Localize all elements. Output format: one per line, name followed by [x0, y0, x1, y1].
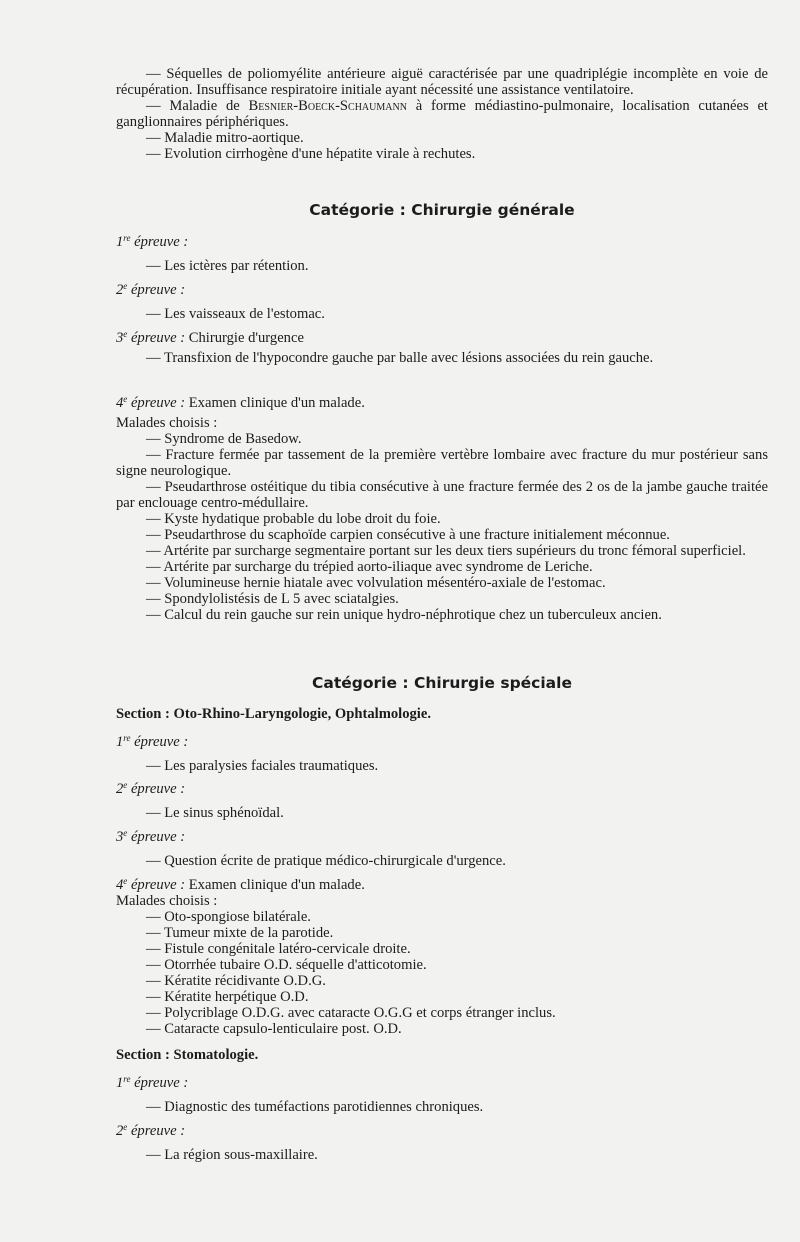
cg-epreuve-3: [116, 330, 768, 366]
orl-malade-item: — Polycriblage O.D.G. avec cataracte O.G.G et corps étranger inclus.: [146, 1005, 556, 1021]
orl-epreuve-4: [116, 877, 768, 1037]
besnier-prefix: — Maladie de: [146, 98, 249, 114]
orl-malade-item: — Oto-spongiose bilatérale.: [146, 909, 311, 925]
cg-malade-item: — Spondylolistésis de L 5 avec sciatalgies.: [146, 591, 399, 607]
cg-malade-item: — Pseudarthrose ostéitique du tibia consécutive à une fracture fermée des 2 os de la jambe gauche traitée par enclouage centro-médullaire.: [116, 479, 768, 511]
orl-malade-item: — Cataracte capsulo-lenticulaire post. O.D.: [146, 1021, 402, 1037]
cg-malade-item: — Syndrome de Basedow.: [146, 431, 302, 447]
intro-block: [116, 66, 768, 162]
cg-epreuve-3-label: 3e épreuve : Chirurgie d'urgence: [116, 329, 304, 346]
orl-malade-item: — Otorrhée tubaire O.D. séquelle d'atticotomie.: [146, 957, 427, 973]
cg-epreuve-1: [116, 234, 768, 274]
cg-malade-item: — Artérite par surcharge segmentaire portant sur les deux tiers supérieurs du tronc fémoral superficiel.: [146, 543, 746, 559]
heading-chirurgie-speciale: Catégorie : Chirurgie spéciale: [312, 674, 572, 692]
cg-epreuve-1-text: — Les ictères par rétention.: [146, 258, 309, 274]
intro-item-besnier: [116, 98, 768, 130]
stoma-epreuve-2-label: 2e épreuve :: [116, 1122, 186, 1139]
cg-malade-item: — Calcul du rein gauche sur rein unique hydro-néphrotique chez un tuberculeux ancien.: [146, 607, 662, 623]
intro-item-hepatite: — Evolution cirrhogène d'une hépatite virale à rechutes.: [146, 146, 476, 162]
orl-malades-label: Malades choisis :: [116, 893, 218, 909]
stoma-epreuve-2: [116, 1123, 768, 1163]
cg-malades-label: Malades choisis :: [116, 415, 218, 431]
cg-epreuve-4: [116, 395, 768, 623]
cg-epreuve-1-label: 1re épreuve :: [116, 233, 189, 250]
cg-epreuve-2-label: 2e épreuve :: [116, 281, 186, 298]
orl-epreuve-1: [116, 734, 768, 774]
orl-epreuve-1-text: — Les paralysies faciales traumatiques.: [146, 758, 379, 774]
orl-epreuve-3: [116, 829, 768, 869]
heading-chirurgie-generale: Catégorie : Chirurgie générale: [309, 201, 575, 219]
besnier-name: Besnier-Boeck-Schaumann: [248, 98, 407, 114]
stoma-epreuve-2-text: — La région sous-maxillaire.: [146, 1147, 318, 1163]
cg-epreuve-3-text: — Transfixion de l'hypocondre gauche par balle avec lésions associées du rein gauche.: [146, 350, 654, 366]
intro-item-mitro: — Maladie mitro-aortique.: [146, 130, 304, 146]
stoma-epreuve-1-label: 1re épreuve :: [116, 1074, 189, 1091]
orl-epreuve-2-text: — Le sinus sphénoïdal.: [146, 805, 284, 821]
stoma-epreuve-1-text: — Diagnostic des tuméfactions parotidiennes chroniques.: [146, 1099, 484, 1115]
orl-malade-item: — Kératite herpétique O.D.: [146, 989, 309, 1005]
orl-epreuve-4-label: 4e épreuve : Examen clinique d'un malade.: [116, 876, 365, 893]
orl-malade-item: — Fistule congénitale latéro-cervicale droite.: [146, 941, 411, 957]
orl-epreuve-3-text: — Question écrite de pratique médico-chirurgicale d'urgence.: [146, 853, 506, 869]
cg-malade-item: — Fracture fermée par tassement de la première vertèbre lombaire avec fracture du mur postérieur sans signe neurologique.: [116, 447, 768, 479]
section-stomatologie: Section : Stomatologie.: [116, 1047, 259, 1063]
section-orl: Section : Oto-Rhino-Laryngologie, Ophtalmologie.: [116, 706, 431, 722]
orl-malade-item: — Tumeur mixte de la parotide.: [146, 925, 334, 941]
cg-epreuve-2-text: — Les vaisseaux de l'estomac.: [146, 306, 325, 322]
orl-epreuve-2: [116, 781, 768, 821]
cg-malade-item: — Volumineuse hernie hiatale avec volvulation mésentéro-axiale de l'estomac.: [146, 575, 606, 591]
cg-epreuve-2: [116, 282, 768, 322]
besnier-suffix: à forme médiastino-pulmonaire, localisation cutanées et ganglionnaires périphériques.: [116, 98, 768, 130]
orl-epreuve-3-label: 3e épreuve :: [116, 828, 186, 845]
stoma-epreuve-1: [116, 1075, 768, 1115]
intro-item-polio: — Séquelles de poliomyélite antérieure aiguë caractérisée par une quadriplégie incomplète en voie de récupération. Insuffisance respiratoire initiale ayant nécessité une assistance ventilatoire.: [116, 66, 768, 98]
cg-malade-item: — Kyste hydatique probable du lobe droit du foie.: [146, 511, 441, 527]
orl-epreuve-1-label: 1re épreuve :: [116, 733, 189, 750]
cg-epreuve-4-label: 4e épreuve : Examen clinique d'un malade.: [116, 394, 365, 411]
cg-malade-item: — Pseudarthrose du scaphoïde carpien consécutive à une fracture initialement méconnue.: [146, 527, 670, 543]
orl-epreuve-2-label: 2e épreuve :: [116, 780, 186, 797]
cg-malade-item: — Artérite par surcharge du trépied aorto-iliaque avec syndrome de Leriche.: [146, 559, 593, 575]
orl-malade-item: — Kératite récidivante O.D.G.: [146, 973, 326, 989]
